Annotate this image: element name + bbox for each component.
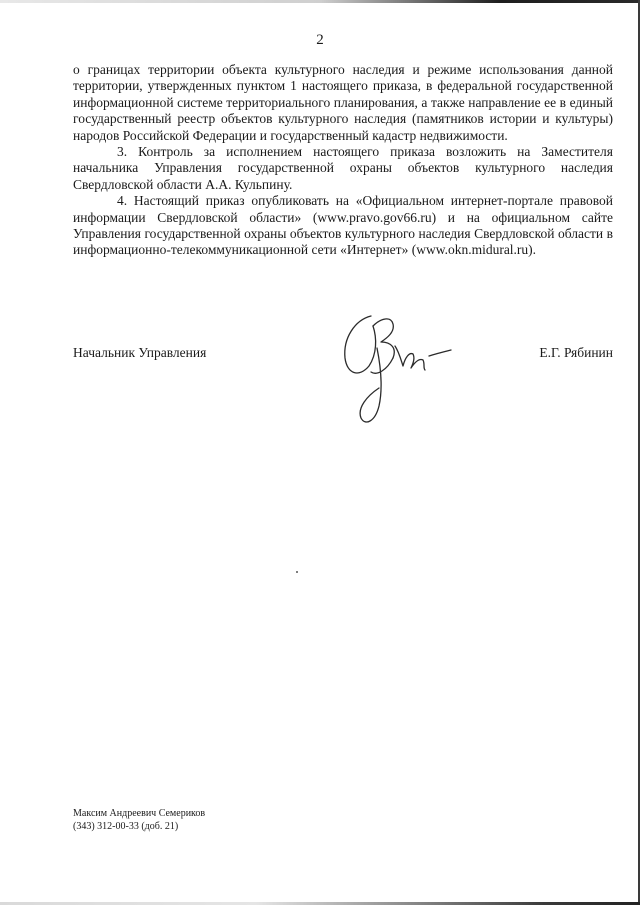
page-number: 2 bbox=[316, 32, 324, 48]
paragraph-continuation: о границах территории объекта культурного наследия и режиме использования данной территории, утвержденных пунктом 1 настоящего приказа, в федеральной государственной информационной системе территориального планирования, а также направление ее в единый государственный реестр объектов культурного наследия (памятников истории и культуры) народов Российской Федерации и государственный кадастр недвижимости. bbox=[73, 62, 613, 143]
scan-edge-top bbox=[0, 0, 640, 3]
executor-phone: (343) 312-00-33 (доб. 21) bbox=[73, 820, 179, 832]
signatory-name: Е.Г. Рябинин bbox=[539, 345, 613, 360]
signatory-title: Начальник Управления bbox=[73, 345, 207, 360]
scan-speck bbox=[296, 571, 298, 573]
paragraph-item-3: 3. Контроль за исполнением настоящего приказа возложить на Заместителя начальника Управления государственной охраны объектов культурного наследия Свердловской области А.А. Кульпину. bbox=[73, 144, 613, 192]
executor-name: Максим Андреевич Семериков bbox=[73, 808, 206, 819]
paragraph-item-4: 4. Настоящий приказ опубликовать на «Официальном интернет-портале правовой информации Свердловской области» (www.pravo.gov66.ru) и на официальном сайте Управления государственной охраны объектов культурного наследия Свердловской области в информационно-телекоммуникационной сети «Интернет» (www.okn.midural.ru). bbox=[73, 193, 613, 258]
executor-info bbox=[73, 808, 205, 833]
handwritten-signature bbox=[325, 308, 460, 430]
document-body bbox=[73, 62, 613, 259]
